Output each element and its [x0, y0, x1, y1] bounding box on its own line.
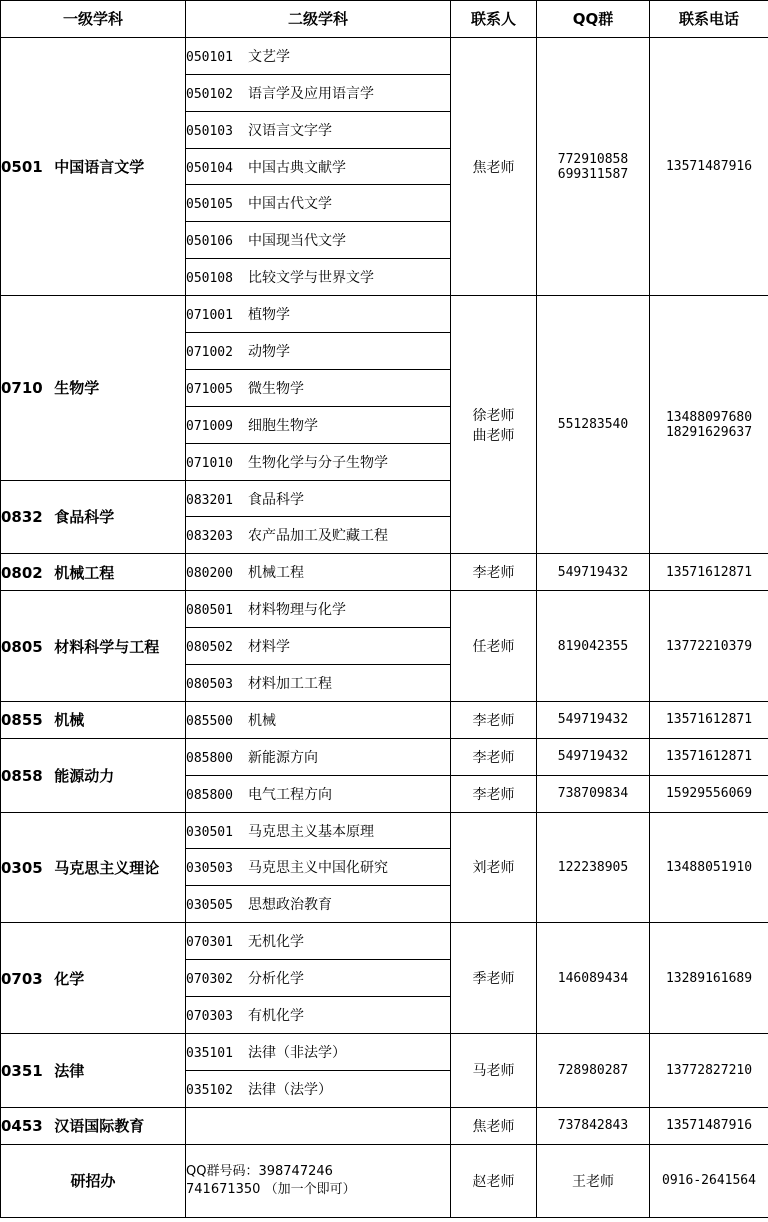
contact-cell: 李老师 [451, 775, 537, 812]
office-qq-cell: 王老师 [537, 1144, 650, 1217]
table-row [1, 37, 768, 74]
subject-cell: 071010 生物化学与分子生物学 [186, 443, 451, 480]
header-qq: QQ群 [537, 1, 650, 38]
table-row [1, 591, 768, 628]
qq-cell: 738709834 [537, 775, 650, 812]
discipline-0858: 0858 能源动力 [1, 738, 186, 812]
table-row [1, 738, 768, 775]
subject-cell: 083203 农产品加工及贮藏工程 [186, 517, 451, 554]
phone-cell: 13488051910 [650, 812, 768, 923]
phone-cell: 13571612871 [650, 701, 768, 738]
qq-cell: 819042355 [537, 591, 650, 702]
table-row [1, 554, 768, 591]
table-row [1, 1033, 768, 1070]
table-row [1, 701, 768, 738]
subject-cell: 050108 比较文学与世界文学 [186, 259, 451, 296]
subject-cell: 071002 动物学 [186, 333, 451, 370]
discipline-0855: 0855 机械 [1, 701, 186, 738]
subject-cell: 085500 机械 [186, 701, 451, 738]
office-contact: 赵老师 [451, 1144, 537, 1217]
contact-cell: 李老师 [451, 701, 537, 738]
discipline-0501: 0501 中国语言文学 [1, 37, 186, 295]
qq-cell: 549719432 [537, 701, 650, 738]
header-contact: 联系人 [451, 1, 537, 38]
discipline-0703: 0703 化学 [1, 923, 186, 1034]
phone-cell: 13571612871 [650, 554, 768, 591]
discipline-0832: 0832 食品科学 [1, 480, 186, 554]
discipline-0805: 0805 材料科学与工程 [1, 591, 186, 702]
phone-cell: 13571612871 [650, 738, 768, 775]
discipline-0710: 0710 生物学 [1, 296, 186, 480]
header-row [1, 1, 768, 38]
phone-cell: 13571487916 [650, 37, 768, 295]
phone-cell: 15929556069 [650, 775, 768, 812]
phone-cell: 13488097680 18291629637 [650, 296, 768, 554]
subject-cell: 070303 有机化学 [186, 997, 451, 1034]
discipline-0453: 0453 汉语国际教育 [1, 1107, 186, 1144]
contact-cell: 季老师 [451, 923, 537, 1034]
contact-cell: 焦老师 [451, 1107, 537, 1144]
subject-cell: 035101 法律（非法学） [186, 1033, 451, 1070]
phone-cell: 13772210379 [650, 591, 768, 702]
qq-cell: 549719432 [537, 738, 650, 775]
office-name: 研招办 [1, 1144, 186, 1217]
phone-cell: 13571487916 [650, 1107, 768, 1144]
subject-cell: 030503 马克思主义中国化研究 [186, 849, 451, 886]
qq-cell: 551283540 [537, 296, 650, 554]
qq-cell: 728980287 [537, 1033, 650, 1107]
subject-cell: 085800 电气工程方向 [186, 775, 451, 812]
qq-cell: 549719432 [537, 554, 650, 591]
subject-cell: 035102 法律（法学） [186, 1070, 451, 1107]
subject-cell: 071009 细胞生物学 [186, 406, 451, 443]
subject-cell: 070302 分析化学 [186, 960, 451, 997]
subject-cell: 080502 材料学 [186, 628, 451, 665]
table-row [1, 923, 768, 960]
table-row [1, 812, 768, 849]
discipline-0802: 0802 机械工程 [1, 554, 186, 591]
contact-cell: 李老师 [451, 554, 537, 591]
discipline-0305: 0305 马克思主义理论 [1, 812, 186, 923]
office-row [1, 1144, 768, 1217]
contact-cell: 焦老师 [451, 37, 537, 295]
subject-cell: 050102 语言学及应用语言学 [186, 74, 451, 111]
subject-cell: 070301 无机化学 [186, 923, 451, 960]
subject-cell: 030505 思想政治教育 [186, 886, 451, 923]
phone-cell: 13289161689 [650, 923, 768, 1034]
subject-cell: 083201 食品科学 [186, 480, 451, 517]
office-phone: 0916-2641564 [650, 1144, 768, 1217]
contact-cell: 李老师 [451, 738, 537, 775]
table-row [1, 296, 768, 333]
header-phone: 联系电话 [650, 1, 768, 38]
subject-cell: 050103 汉语言文字学 [186, 111, 451, 148]
subject-cell: 050105 中国古代文学 [186, 185, 451, 222]
contact-cell: 马老师 [451, 1033, 537, 1107]
subject-cell: 050104 中国古典文献学 [186, 148, 451, 185]
subject-cell: 050106 中国现当代文学 [186, 222, 451, 259]
table-row [1, 1107, 768, 1144]
subject-cell: 071001 植物学 [186, 296, 451, 333]
office-qq-note: QQ群号码：398747246 741671350 （加一个即可） [186, 1144, 451, 1217]
subject-cell: 085800 新能源方向 [186, 738, 451, 775]
qq-cell: 772910858 699311587 [537, 37, 650, 295]
contact-cell: 任老师 [451, 591, 537, 702]
subject-cell [186, 1107, 451, 1144]
qq-cell: 146089434 [537, 923, 650, 1034]
subject-cell: 050101 文艺学 [186, 37, 451, 74]
subject-cell: 071005 微生物学 [186, 369, 451, 406]
qq-cell: 122238905 [537, 812, 650, 923]
contact-cell: 刘老师 [451, 812, 537, 923]
subject-cell: 030501 马克思主义基本原理 [186, 812, 451, 849]
phone-cell: 13772827210 [650, 1033, 768, 1107]
header-level1: 一级学科 [1, 1, 186, 38]
contact-cell: 徐老师 曲老师 [451, 296, 537, 554]
header-level2: 二级学科 [186, 1, 451, 38]
discipline-0351: 0351 法律 [1, 1033, 186, 1107]
subject-cell: 080503 材料加工工程 [186, 665, 451, 702]
subject-cell: 080501 材料物理与化学 [186, 591, 451, 628]
subject-cell: 080200 机械工程 [186, 554, 451, 591]
qq-cell: 737842843 [537, 1107, 650, 1144]
